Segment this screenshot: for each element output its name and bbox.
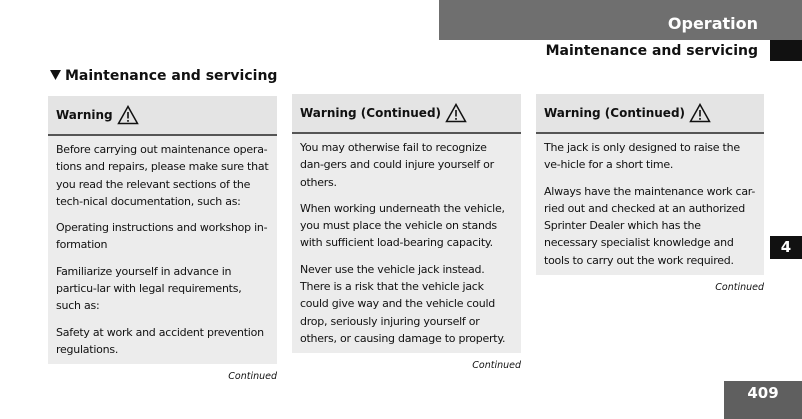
warning-paragraph: Familiarize yourself in advance in particu-lar with legal requirements, such as: xyxy=(56,264,242,313)
triangle-down-icon xyxy=(50,70,61,80)
warning-column-1 xyxy=(48,96,277,382)
warning-heading xyxy=(48,96,277,136)
warning-paragraph: Always have the maintenance work car-ried out and checked at an authorized Sprinter Dealer which has the necessary specialist knowledge and tools to carry out the work required. xyxy=(544,184,756,267)
warning-paragraph: Before carrying out maintenance opera-tions and repairs, please make sure that you read the relevant sections of the tech-nical documentation, such as: xyxy=(56,143,269,208)
warning-paragraph: Safety at work and accident prevention regulations. xyxy=(56,325,264,356)
warning-box xyxy=(48,96,277,364)
section-title xyxy=(50,68,277,84)
continued-label: Continued xyxy=(228,371,277,383)
header-subtitle: Maintenance and servicing xyxy=(545,43,758,59)
warning-paragraph: Operating instructions and workshop in-formation xyxy=(56,221,268,252)
warning-body xyxy=(292,134,521,353)
warning-heading-label: Warning (Continued) xyxy=(544,106,686,120)
warning-triangle-icon xyxy=(445,103,467,123)
warning-paragraph: You may otherwise fail to recognize dan-gers and could injure yourself or others. xyxy=(300,141,494,189)
warning-paragraph: The jack is only designed to raise the ve-hicle for a short time. xyxy=(544,141,740,172)
warning-heading-label: Warning xyxy=(56,108,113,122)
chapter-tab: 4 xyxy=(770,236,802,259)
chapter-title: Operation xyxy=(667,14,758,33)
warning-column-2 xyxy=(292,94,521,371)
warning-body xyxy=(48,136,277,364)
continued-label: Continued xyxy=(472,360,521,372)
warning-box xyxy=(292,94,521,353)
header-band xyxy=(439,0,802,40)
warning-heading xyxy=(536,94,764,134)
warning-heading xyxy=(292,94,521,134)
warning-paragraph: Never use the vehicle jack instead. There is a risk that the vehicle jack could give way and the vehicle could drop, seriously injuring yourself or others, or causing damage to property. xyxy=(300,262,506,345)
warning-triangle-icon xyxy=(117,105,139,125)
warning-box xyxy=(536,94,764,275)
warning-column-3 xyxy=(536,94,764,293)
warning-paragraph: When working underneath the vehicle, you must place the vehicle on stands with sufficient load-bearing capacity. xyxy=(300,201,505,250)
warning-body xyxy=(536,134,764,275)
warning-heading-label: Warning (Continued) xyxy=(300,106,442,120)
header-marker-block xyxy=(770,40,802,61)
warning-triangle-icon xyxy=(689,103,711,123)
section-title-text: Maintenance and servicing xyxy=(65,68,278,84)
page-number: 409 xyxy=(724,381,802,419)
continued-label: Continued xyxy=(715,282,764,294)
